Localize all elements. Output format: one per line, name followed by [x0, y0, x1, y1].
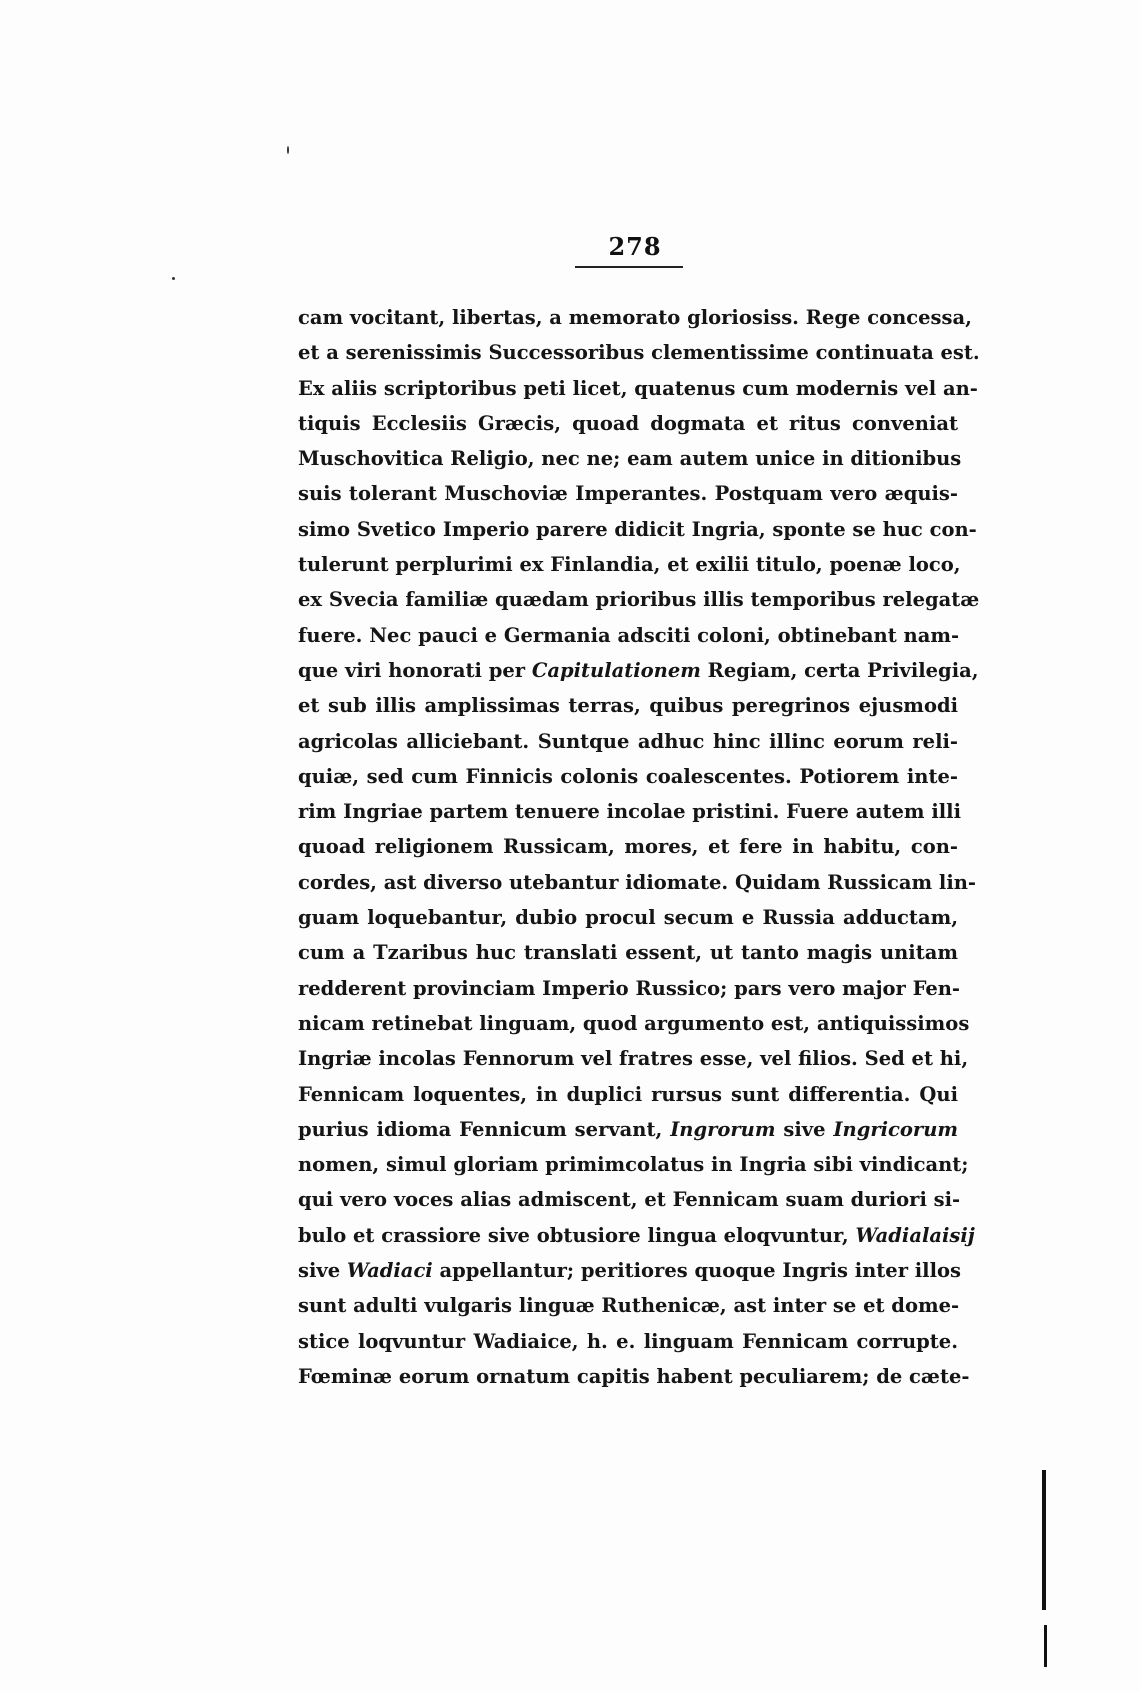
- scan-speck: [287, 146, 289, 154]
- text-line: redderent provinciam Imperio Russico; pars vero major Fen-: [298, 976, 961, 1000]
- text-line: Ex aliis scriptoribus peti licet, quatenus cum modernis vel an-: [298, 376, 978, 400]
- text-line: et a serenissimis Successoribus clementissime continuata est.: [298, 341, 980, 365]
- text-line: bulo et crassiore sive obtusiore lingua eloqvuntur, Wadialaisij: [298, 1223, 975, 1247]
- text-line: cum a Tzaribus huc translati essent, ut tanto magis unitam: [298, 941, 958, 965]
- text-line: simo Svetico Imperio parere didicit Ingria, sponte se huc con-: [298, 517, 977, 541]
- text-line: nicam retinebat linguam, quod argumento est, antiquissimos: [298, 1011, 970, 1035]
- text-line: cam vocitant, libertas, a memorato gloriosiss. Rege concessa,: [298, 306, 972, 329]
- text-line: Muschovitica Religio, nec ne; eam autem unice in ditionibus: [298, 447, 962, 471]
- text-line: que viri honorati per Capitulationem Regiam, certa Privilegia,: [298, 658, 979, 682]
- text-line: Fœminæ eorum ornatum capitis habent peculiarem; de cæte-: [298, 1364, 970, 1388]
- text-line: Fennicam loquentes, in duplici rursus sunt differentia. Qui: [298, 1082, 958, 1106]
- text-line: sive Wadiaci appellantur; peritiores quoque Ingris inter illos: [298, 1259, 961, 1283]
- text-line: purius idioma Fennicum servant, Ingrorum sive Ingricorum: [298, 1117, 959, 1141]
- italic-term: Ingricorum: [833, 1117, 959, 1141]
- italic-term: Wadialaisij: [855, 1223, 975, 1247]
- text-line: ex Svecia familiæ quædam prioribus illis temporibus relegatæ: [298, 588, 980, 612]
- text-line: quoad religionem Russicam, mores, et fere in habitu, con-: [298, 835, 958, 859]
- text-line: quiæ, sed cum Finnicis colonis coalescentes. Potiorem inte-: [298, 764, 958, 788]
- text-line: nomen, simul gloriam primimcolatus in Ingria sibi vindicant;: [298, 1153, 969, 1177]
- text-line: tulerunt perplurimi ex Finlandia, et exilii titulo, poenæ loco,: [298, 553, 961, 577]
- scan-edge-mark: [1042, 1470, 1046, 1610]
- text-line: rim Ingriae partem tenuere incolae pristini. Fuere autem illi: [298, 800, 961, 824]
- header-rule: [575, 266, 683, 268]
- text-line: cordes, ast diverso utebantur idiomate. Quidam Russicam lin-: [298, 870, 977, 894]
- text-line: tiquis Ecclesiis Græcis, quoad dogmata et ritus conveniat: [298, 411, 958, 435]
- italic-term: Ingrorum: [670, 1117, 776, 1141]
- text-line: stice loqvuntur Wadiaice, h. e. linguam Fennicam corrupte.: [298, 1329, 958, 1353]
- page-number: 278: [608, 232, 662, 261]
- scan-speck: [172, 277, 175, 280]
- text-line: suis tolerant Muschoviæ Imperantes. Postquam vero æquis-: [298, 482, 958, 506]
- text-line: sunt adulti vulgaris linguæ Ruthenicæ, ast inter se et dome-: [298, 1294, 960, 1318]
- text-line: qui vero voces alias admiscent, et Fennicam suam duriori si-: [298, 1188, 961, 1212]
- text-line: Ingriæ incolas Fennorum vel fratres esse, vel filios. Sed et hi,: [298, 1047, 969, 1071]
- italic-term: Wadiaci: [346, 1259, 433, 1283]
- body-text: [298, 300, 980, 1394]
- text-line: et sub illis amplissimas terras, quibus peregrinos ejusmodi: [298, 694, 958, 718]
- scan-edge-mark: [1044, 1625, 1047, 1667]
- text-line: fuere. Nec pauci e Germania adsciti coloni, obtinebant nam-: [298, 623, 960, 647]
- text-line: agricolas alliciebant. Suntque adhuc hinc illinc eorum reli-: [298, 729, 958, 753]
- text-line: guam loquebantur, dubio procul secum e Russia adductam,: [298, 906, 958, 930]
- italic-term: Capitulationem: [531, 658, 701, 682]
